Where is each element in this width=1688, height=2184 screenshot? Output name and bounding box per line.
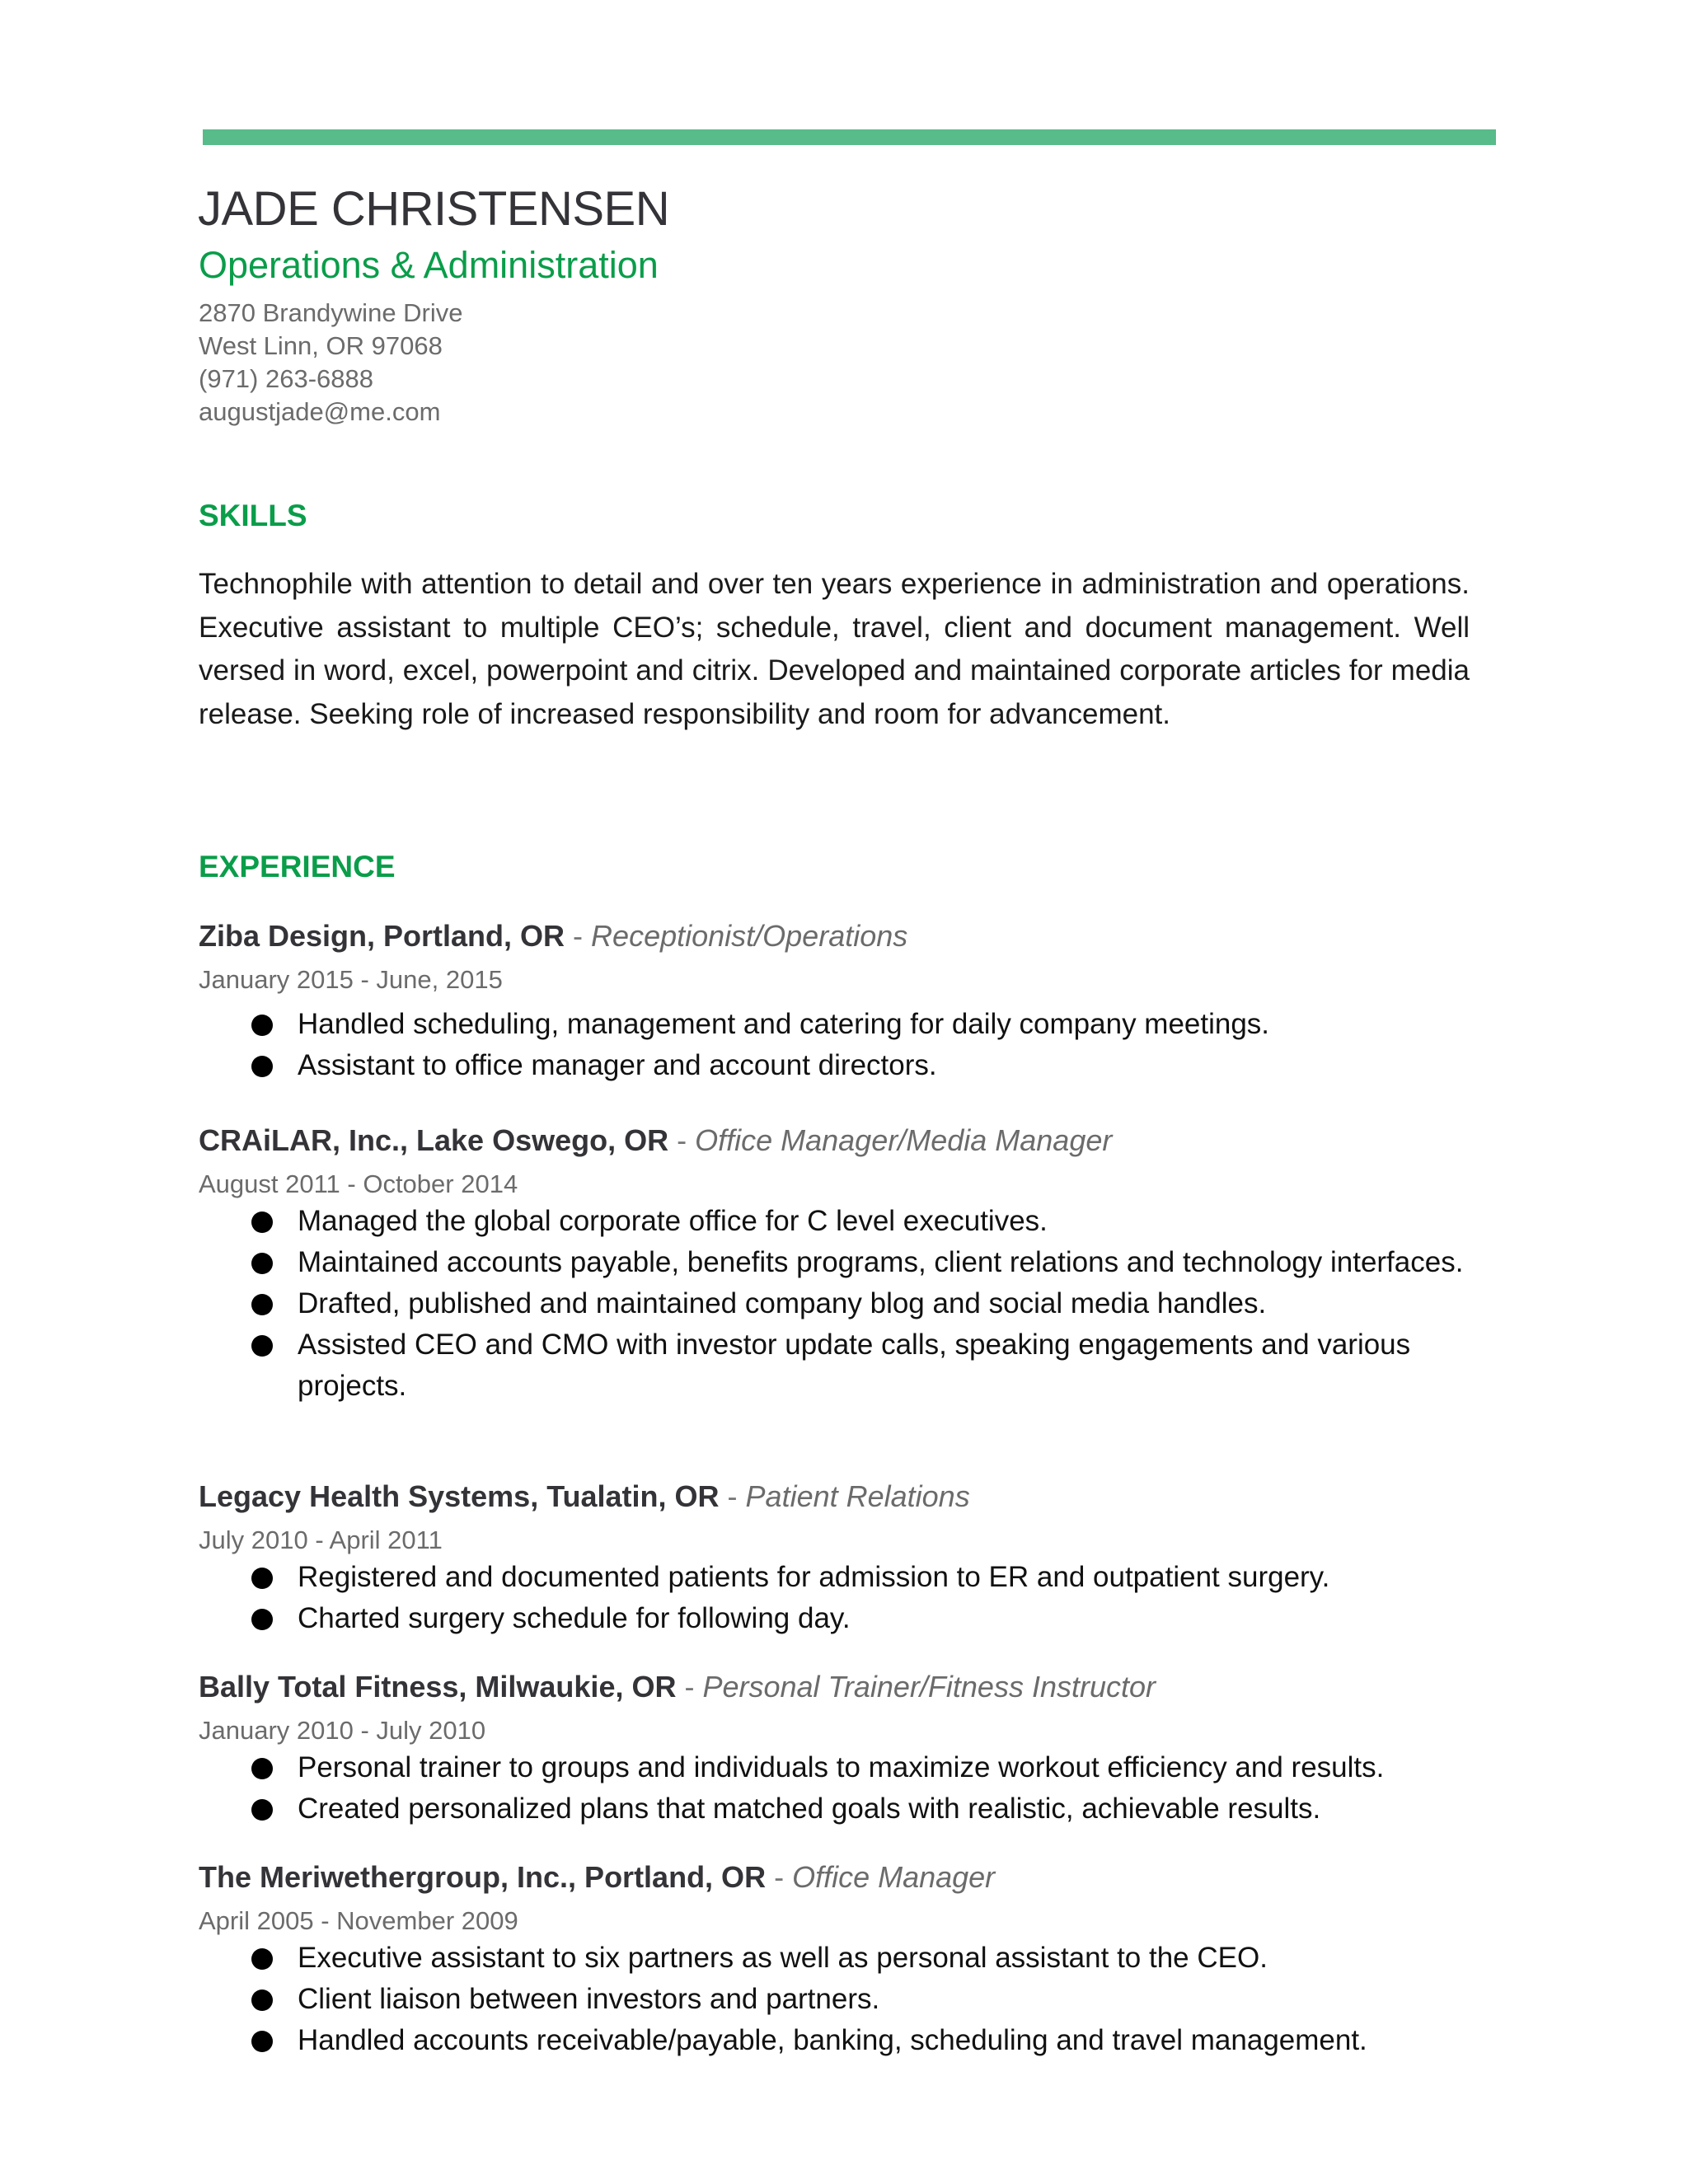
- separator: -: [668, 1123, 696, 1157]
- address-line-2: West Linn, OR 97068: [199, 331, 443, 360]
- bullet-dot-icon: [251, 1253, 273, 1274]
- bullet-dot-icon: [251, 2031, 273, 2052]
- company-name: The Meriwethergroup, Inc., Portland, OR: [199, 1860, 767, 1894]
- candidate-name: JADE CHRISTENSEN: [198, 182, 670, 236]
- bullet-dot-icon: [251, 1056, 273, 1077]
- bullet-item: Charted surgery schedule for following day.: [199, 1598, 1509, 1639]
- bullet-dot-icon: [251, 1799, 273, 1821]
- job-dates: January 2010 - July 2010: [199, 1716, 486, 1745]
- bullet-item: Client liaison between investors and partners.: [199, 1979, 1509, 2020]
- bullet-dot-icon: [251, 1568, 273, 1589]
- job-entry: [199, 918, 1501, 1086]
- separator: -: [676, 1670, 703, 1704]
- job-bullets: [199, 1938, 1501, 2061]
- accent-rule: [203, 129, 1496, 145]
- company-name: Ziba Design, Portland, OR: [199, 919, 565, 953]
- bullet-dot-icon: [251, 1212, 273, 1233]
- address-line-1: 2870 Brandywine Drive: [199, 298, 463, 327]
- job-entry: [199, 1669, 1501, 1830]
- job-bullets: [199, 1004, 1501, 1086]
- job-entry: [199, 1122, 1501, 1407]
- contact-block: [199, 297, 463, 429]
- bullet-item: Managed the global corporate office for C level executives.: [199, 1201, 1509, 1242]
- job-header: [199, 1122, 1501, 1159]
- bullet-item: Assisted CEO and CMO with investor update calls, speaking engagements and various projects.: [199, 1324, 1509, 1407]
- experience-heading: EXPERIENCE: [199, 850, 396, 883]
- bullet-dot-icon: [251, 1335, 273, 1357]
- company-name: Legacy Health Systems, Tualatin, OR: [199, 1479, 720, 1513]
- bullet-dot-icon: [251, 1948, 273, 1970]
- company-name: Bally Total Fitness, Milwaukie, OR: [199, 1670, 677, 1704]
- separator: -: [719, 1479, 746, 1513]
- bullet-item: Maintained accounts payable, benefits programs, client relations and technology interfaces.: [199, 1242, 1509, 1283]
- bullet-item: Registered and documented patients for admission to ER and outpatient surgery.: [199, 1557, 1509, 1598]
- candidate-title: Operations & Administration: [199, 244, 659, 286]
- bullet-item: Handled accounts receivable/payable, banking, scheduling and travel management.: [199, 2020, 1509, 2061]
- bullet-item: Executive assistant to six partners as well as personal assistant to the CEO.: [199, 1938, 1509, 1979]
- skills-summary: Technophile with attention to detail and over ten years experience in administration and operations. Executive assistant to multiple CEO’s; schedule, travel, client and document management. Well versed in word, excel, powerpoint and citrix. Developed and maintained corporate articles for media release. Seeking role of increased responsibility and room for advancement.: [199, 568, 1470, 730]
- bullet-dot-icon: [251, 1015, 273, 1036]
- job-bullets: [199, 1201, 1501, 1407]
- bullet-item: Assistant to office manager and account directors.: [199, 1045, 1509, 1086]
- bullet-dot-icon: [251, 1990, 273, 2011]
- job-role: Receptionist/Operations: [591, 919, 908, 953]
- company-name: CRAiLAR, Inc., Lake Oswego, OR: [199, 1123, 669, 1157]
- job-header: [199, 1669, 1501, 1705]
- job-header: [199, 918, 1501, 954]
- separator: -: [565, 919, 592, 953]
- bullet-item: Handled scheduling, management and catering for daily company meetings.: [199, 1004, 1509, 1045]
- phone-number: (971) 263-6888: [199, 364, 373, 393]
- bullet-dot-icon: [251, 1609, 273, 1630]
- job-entry: [199, 1859, 1501, 2061]
- job-role: Office Manager/Media Manager: [695, 1123, 1113, 1157]
- email-address: augustjade@me.com: [199, 397, 441, 426]
- job-dates: July 2010 - April 2011: [199, 1526, 443, 1554]
- job-role: Office Manager: [792, 1860, 996, 1894]
- job-bullets: [199, 1747, 1501, 1830]
- job-dates: January 2015 - June, 2015: [199, 965, 503, 994]
- bullet-dot-icon: [251, 1294, 273, 1315]
- job-role: Personal Trainer/Fitness Instructor: [702, 1670, 1156, 1704]
- job-dates: August 2011 - October 2014: [199, 1169, 518, 1198]
- job-header: [199, 1479, 1501, 1515]
- job-bullets: [199, 1557, 1501, 1639]
- bullet-dot-icon: [251, 1758, 273, 1779]
- job-role: Patient Relations: [745, 1479, 970, 1513]
- bullet-item: Drafted, published and maintained company blog and social media handles.: [199, 1283, 1509, 1324]
- bullet-item: Personal trainer to groups and individuals to maximize workout efficiency and results.: [199, 1747, 1509, 1788]
- separator: -: [766, 1860, 793, 1894]
- job-dates: April 2005 - November 2009: [199, 1906, 518, 1935]
- job-header: [199, 1859, 1501, 1896]
- bullet-item: Created personalized plans that matched goals with realistic, achievable results.: [199, 1788, 1509, 1830]
- skills-heading: SKILLS: [199, 499, 307, 532]
- job-entry: [199, 1479, 1501, 1639]
